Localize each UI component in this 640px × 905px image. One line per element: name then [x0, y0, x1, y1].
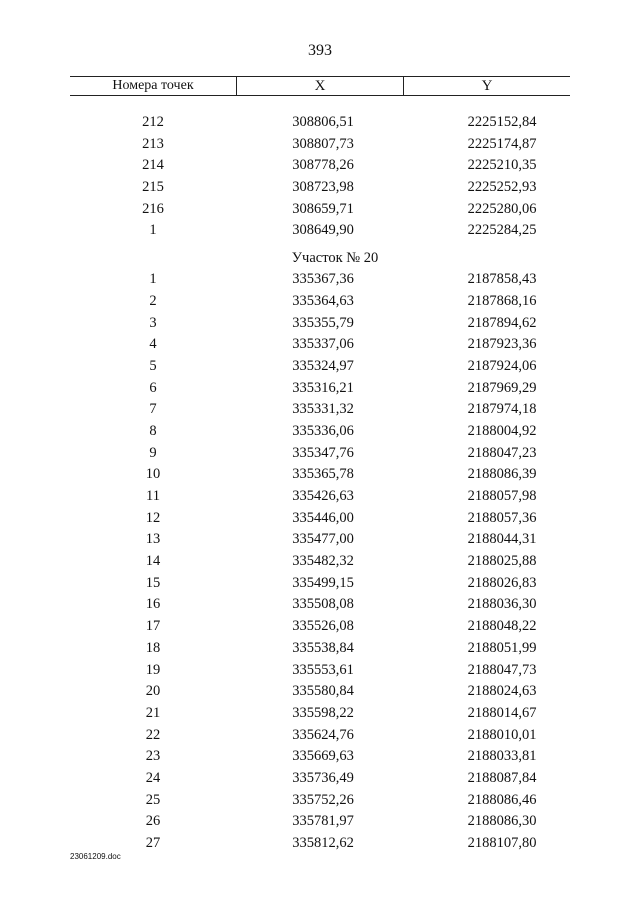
y-coordinate-cell: 2188026,83	[467, 574, 537, 591]
table-row	[70, 833, 570, 855]
table-row	[70, 443, 570, 465]
y-coordinate-cell: 2225252,93	[467, 179, 537, 196]
y-coordinate-cell: 2225152,84	[467, 114, 537, 130]
table-row	[70, 356, 570, 378]
y-coordinate-cell: 2187868,16	[467, 292, 537, 309]
y-coordinate-cell: 2188024,63	[467, 683, 537, 700]
point-number-cell: 22	[145, 726, 161, 743]
point-number-cell: 214	[142, 157, 164, 174]
point-number-cell: 25	[145, 791, 161, 808]
point-number-cell: 20	[145, 683, 161, 700]
table-row	[70, 790, 570, 812]
point-number-cell: 18	[145, 639, 161, 656]
page-number: 393	[308, 42, 332, 59]
table-header	[70, 76, 570, 96]
y-coordinate-cell: 2188010,01	[467, 726, 537, 743]
table-row	[70, 313, 570, 335]
x-coordinate-cell: 335364,63	[292, 292, 354, 309]
y-coordinate-cell: 2225284,25	[467, 222, 537, 239]
y-coordinate-cell: 2188044,31	[467, 531, 537, 548]
table-row	[70, 616, 570, 638]
y-coordinate-cell: 2188057,98	[467, 488, 537, 504]
point-number-cell: 4	[149, 336, 157, 353]
table-row	[70, 177, 570, 199]
table-row	[70, 638, 570, 660]
x-coordinate-cell: 335624,76	[292, 726, 354, 743]
table-row	[70, 573, 570, 595]
point-number-cell: 27	[145, 835, 161, 851]
table-row	[70, 334, 570, 356]
y-coordinate-cell: 2188107,80	[467, 835, 537, 851]
point-number-cell: 24	[145, 769, 161, 786]
point-number-cell: 23	[145, 748, 161, 765]
y-coordinate-cell: 2187858,43	[467, 271, 537, 288]
x-coordinate-cell: 335538,84	[292, 639, 354, 656]
point-number-cell: 3	[149, 314, 157, 331]
x-coordinate-cell: 335736,49	[292, 769, 354, 786]
x-coordinate-cell: 308723,98	[292, 179, 354, 196]
y-coordinate-cell: 2188025,88	[467, 553, 537, 570]
column-header-y: Y	[481, 78, 493, 94]
point-number-cell: 213	[142, 135, 164, 152]
x-coordinate-cell: 308778,26	[292, 157, 354, 174]
y-coordinate-cell: 2225210,35	[467, 157, 537, 174]
point-number-cell: 13	[145, 531, 161, 548]
y-coordinate-cell: 2188087,84	[467, 769, 537, 786]
x-coordinate-cell: 335336,06	[292, 422, 354, 439]
y-coordinate-cell: 2188014,67	[467, 704, 537, 721]
y-coordinate-cell: 2187923,36	[467, 336, 537, 353]
table-row	[70, 725, 570, 747]
y-coordinate-cell: 2188036,30	[467, 596, 537, 613]
x-coordinate-cell: 335426,63	[292, 488, 354, 504]
point-number-cell: 5	[149, 357, 157, 374]
x-coordinate-cell: 335337,06	[292, 336, 354, 353]
y-coordinate-cell: 2188047,73	[467, 661, 537, 678]
y-coordinate-cell: 2188048,22	[467, 618, 537, 635]
table-row	[70, 508, 570, 530]
point-number-cell: 26	[145, 813, 161, 830]
table-row	[70, 486, 570, 508]
x-coordinate-cell: 335553,61	[292, 661, 354, 678]
table-row	[70, 594, 570, 616]
y-coordinate-cell: 2187969,29	[467, 379, 537, 396]
table-row	[70, 464, 570, 486]
x-coordinate-cell: 335324,97	[292, 357, 354, 374]
x-coordinate-cell: 335482,32	[292, 553, 354, 570]
x-coordinate-cell: 335580,84	[292, 683, 354, 700]
table-row	[70, 155, 570, 177]
point-number-cell: 15	[145, 574, 161, 591]
x-coordinate-cell: 335669,63	[292, 748, 354, 765]
point-number-cell: 14	[145, 553, 161, 570]
y-coordinate-cell: 2188051,99	[467, 639, 537, 656]
x-coordinate-cell: 335446,00	[292, 509, 354, 526]
table-row	[70, 378, 570, 400]
point-number-cell: 19	[145, 661, 161, 678]
point-number-cell: 6	[149, 379, 157, 396]
table-row	[70, 421, 570, 443]
rows-section-20	[70, 269, 570, 855]
x-coordinate-cell: 335508,08	[292, 596, 354, 613]
x-coordinate-cell: 308659,71	[292, 200, 354, 217]
rows-before-section	[70, 112, 570, 242]
y-coordinate-cell: 2187894,62	[467, 314, 537, 331]
y-coordinate-cell: 2187974,18	[467, 401, 537, 418]
point-number-cell: 8	[149, 422, 157, 439]
table-row	[70, 399, 570, 421]
table-row	[70, 529, 570, 551]
x-coordinate-cell: 308806,51	[292, 114, 354, 130]
y-coordinate-cell: 2188047,23	[467, 444, 537, 461]
point-number-cell: 10	[145, 466, 161, 483]
table-row	[70, 746, 570, 768]
x-coordinate-cell: 335477,00	[292, 531, 354, 548]
table-row	[70, 134, 570, 156]
point-number-cell: 9	[149, 444, 157, 461]
point-number-cell: 21	[145, 704, 161, 721]
table-row	[70, 681, 570, 703]
point-number-cell: 1	[149, 222, 157, 239]
point-number-cell: 12	[145, 509, 161, 526]
x-coordinate-cell: 335526,08	[292, 618, 354, 635]
x-coordinate-cell: 335598,22	[292, 704, 354, 721]
y-coordinate-cell: 2188004,92	[467, 422, 537, 439]
x-coordinate-cell: 335316,21	[292, 379, 354, 396]
x-coordinate-cell: 335499,15	[292, 574, 354, 591]
y-coordinate-cell: 2187924,06	[467, 357, 537, 374]
table-row	[70, 199, 570, 221]
table-row	[70, 768, 570, 790]
y-coordinate-cell: 2188057,36	[467, 509, 537, 526]
y-coordinate-cell: 2188086,39	[467, 466, 537, 483]
column-header-point-numbers: Номера точек	[70, 77, 237, 95]
y-coordinate-cell: 2188086,30	[467, 813, 537, 830]
table-row	[70, 112, 570, 134]
point-number-cell: 11	[146, 488, 160, 504]
x-coordinate-cell: 335355,79	[292, 314, 354, 331]
table-row	[70, 551, 570, 573]
x-coordinate-cell: 335812,62	[292, 835, 354, 851]
point-number-cell: 2	[149, 292, 157, 309]
point-number-cell: 7	[149, 401, 157, 418]
x-coordinate-cell: 335365,78	[292, 466, 354, 483]
x-coordinate-cell: 335347,76	[292, 444, 354, 461]
point-number-cell: 212	[142, 114, 164, 130]
footer-filename: 23061209.doc	[70, 852, 121, 861]
x-coordinate-cell: 335367,36	[292, 271, 354, 288]
table-row	[70, 811, 570, 833]
table-row	[70, 220, 570, 242]
point-number-cell: 16	[145, 596, 161, 613]
y-coordinate-cell: 2188033,81	[467, 748, 537, 765]
point-number-cell: 1	[149, 271, 157, 288]
column-header-x: X	[237, 77, 404, 95]
x-coordinate-cell: 335781,97	[292, 813, 354, 830]
x-coordinate-cell: 335331,32	[292, 401, 354, 418]
x-coordinate-cell: 308807,73	[292, 135, 354, 152]
point-number-cell: 216	[142, 200, 164, 217]
x-coordinate-cell: 308649,90	[292, 222, 354, 239]
table-row	[70, 660, 570, 682]
y-coordinate-cell: 2188086,46	[467, 791, 537, 808]
table-row	[70, 291, 570, 313]
table-row	[70, 269, 570, 291]
coordinates-table	[70, 112, 570, 855]
y-coordinate-cell: 2225174,87	[467, 135, 537, 152]
y-coordinate-cell: 2225280,06	[467, 200, 537, 217]
point-number-cell: 215	[142, 179, 164, 196]
table-row	[70, 703, 570, 725]
section-title: Участок № 20	[291, 250, 379, 267]
x-coordinate-cell: 335752,26	[292, 791, 354, 808]
point-number-cell: 17	[145, 618, 161, 635]
